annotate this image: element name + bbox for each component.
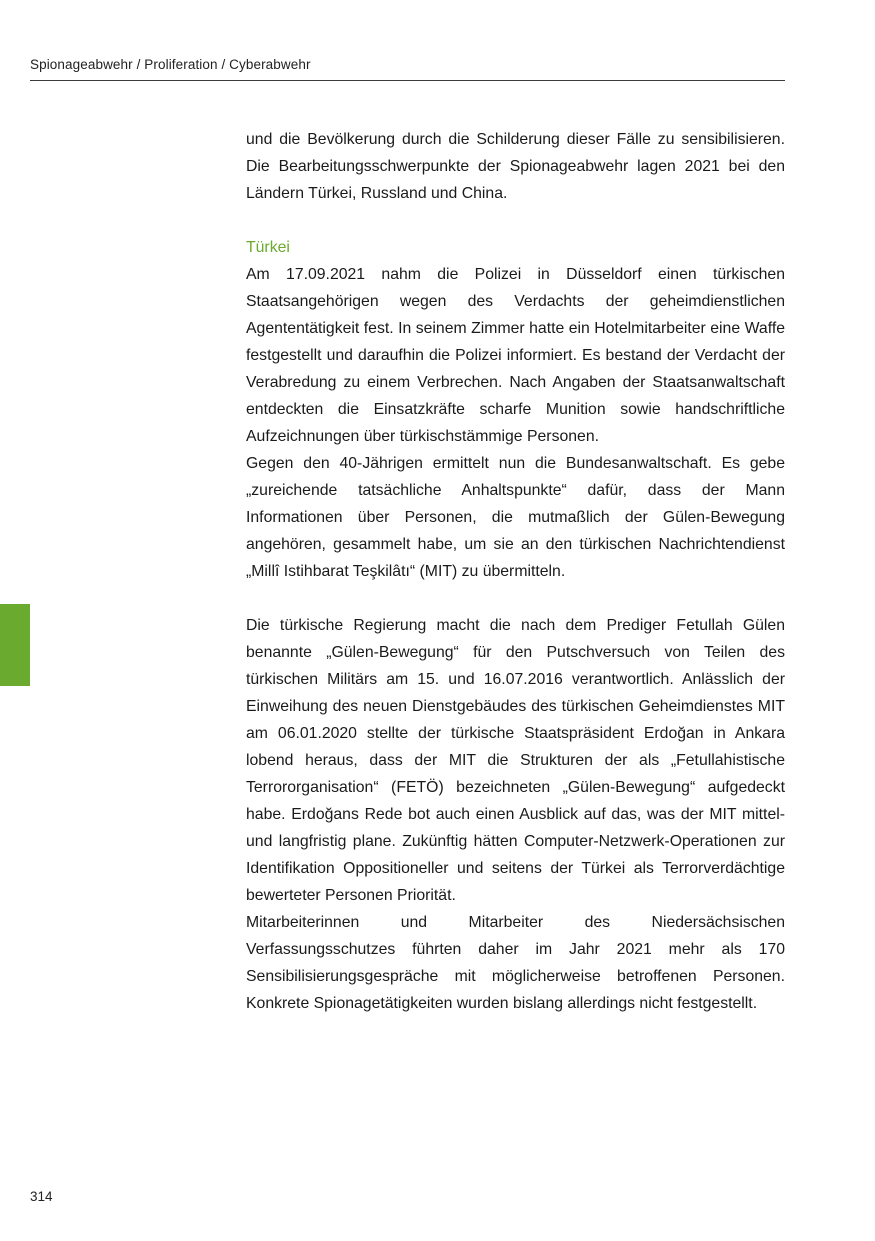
- paragraph-investigation: Gegen den 40-Jährigen ermittelt nun die Bundesanwaltschaft. Es gebe „zureichende tatsächliche Anhaltspunkte“ dafür, dass der Mann Informationen über Personen, die mutmaßlich der Gülen-Bewegung angehören, gesammelt habe, um sie an den türkischen Nachrichtendienst „Millî Istihbarat Teşkilâtı“ (MIT) zu übermitteln.: [246, 455, 785, 580]
- intro-paragraph: und die Bevölkerung durch die Schilderung dieser Fälle zu sensibilisieren. Die Bearbeitungsschwerpunkte der Spionageabwehr lagen 2021 bei den Ländern Türkei, Russland und China.: [246, 131, 785, 202]
- paragraph-guelen-movement: Die türkische Regierung macht die nach dem Prediger Fetullah Gülen benannte „Gülen-Bewegung“ für den Putschversuch von Teilen des türkischen Militärs am 15. und 16.07.2016 verantwortlich. Anlässlich der Einweihung des neuen Dienstgebäudes des türkischen Geheimdienstes MIT am 06.01.2020 stellte der türkische Staatspräsident Erdoğan in Ankara lobend heraus, dass der MIT die Strukturen der als „Fetullahistische Terrororganisation“ (FETÖ) bezeichneten „Gülen-Bewegung“ aufgedeckt habe. Erdoğans Rede bot auch einen Ausblick auf das, was der MIT mittel- und langfristig plane. Zukünftig hätten Computer-Netzwerk-Operationen zur Identifikation Oppositioneller und seitens der Türkei als Terrorverdächtige bewerteter Personen Priorität.: [246, 617, 785, 904]
- running-header: [30, 55, 785, 81]
- running-title: Spionageabwehr / Proliferation / Cyberabwehr: [30, 57, 311, 72]
- main-text: [246, 126, 785, 1017]
- paragraph-arrest: Am 17.09.2021 nahm die Polizei in Düsseldorf einen türkischen Staatsangehörigen wegen des Verdachts der geheimdienstlichen Agententätigkeit fest. In seinem Zimmer hatte ein Hotelmitarbeiter eine Waffe festgestellt und daraufhin die Polizei informiert. Es bestand der Verdacht der Verabredung zu einem Verbrechen. Nach Angaben der Staatsanwaltschaft entdeckten die Einsatzkräfte scharfe Munition sowie handschriftliche Aufzeichnungen über türkischstämmige Personen.: [246, 266, 785, 445]
- section-heading: Türkei: [246, 239, 290, 256]
- chapter-marker-tab: [0, 604, 30, 686]
- paragraph-sensitization: Mitarbeiterinnen und Mitarbeiter des Niedersächsischen Verfassungsschutzes führten daher im Jahr 2021 mehr als 170 Sensibilisierungsgespräche mit möglicherweise betroffenen Personen. Konkrete Spionagetätigkeiten wurden bislang allerdings nicht festgestellt.: [246, 914, 785, 1012]
- page-number: 314: [30, 1189, 53, 1204]
